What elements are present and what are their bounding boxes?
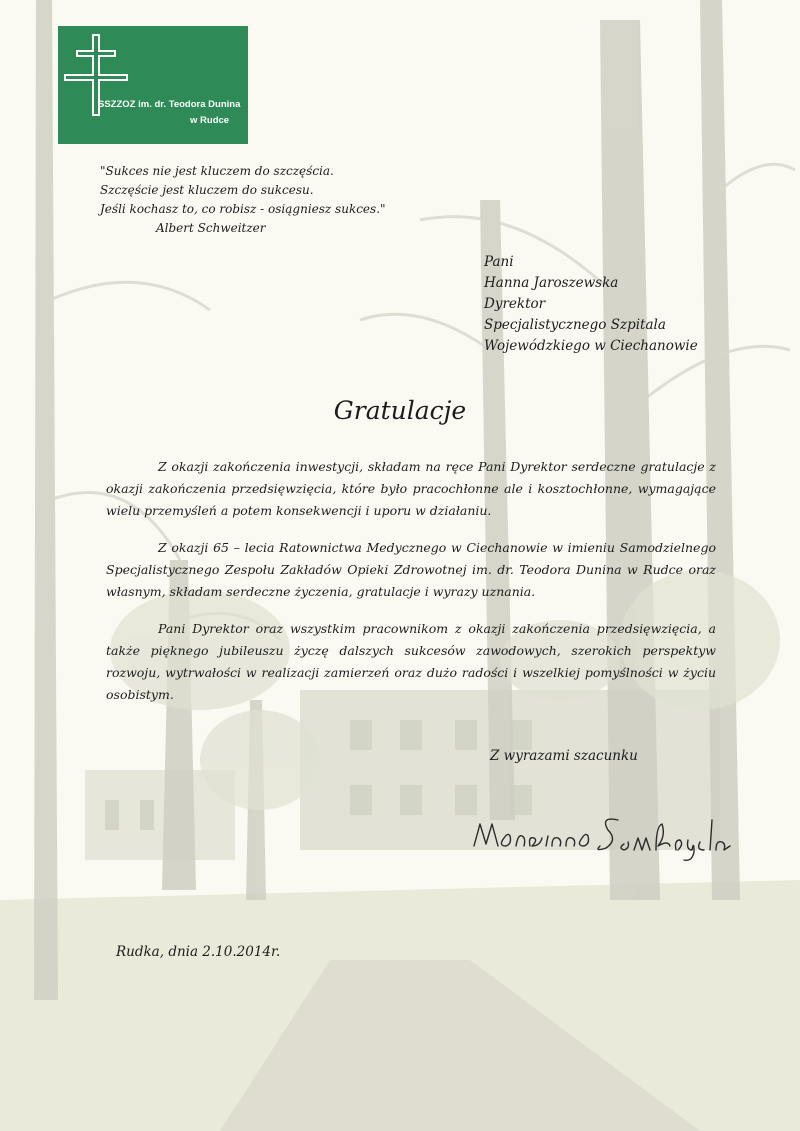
recipient-block bbox=[484, 252, 698, 357]
closing-phrase: Z wyrazami szacunku bbox=[490, 748, 638, 764]
handwritten-signature bbox=[468, 806, 748, 866]
letter-title: Gratulacje bbox=[333, 396, 467, 425]
logo-text bbox=[98, 97, 240, 129]
recipient-institution-line: Wojewódzkiego w Ciechanowie bbox=[484, 338, 698, 354]
motto-quote bbox=[100, 162, 386, 238]
logo-org-line2: w Rudce bbox=[190, 115, 230, 126]
logo-org-short: SSZZOZ bbox=[98, 99, 136, 110]
letter-paragraph: Z okazji zakończenia inwestycji, składam na ręce Pani Dyrektor serdeczne gratulacje z okazji zakończenia przedsięwzięcia, które było pracochłonne ale i kosztochłonne, wymagające wielu przemyśleń a potem konsekwencji i uporu w działaniu. bbox=[106, 459, 716, 518]
logo-org-line1: im. dr. Teodora Dunina bbox=[138, 99, 241, 110]
place-and-date: Rudka, dnia 2.10.2014r. bbox=[116, 944, 281, 960]
letter-paragraph: Z okazji 65 – lecia Ratownictwa Medycznego w Ciechanowie w imieniu Samodzielnego Specjalistycznego Zespołu Zakładów Opieki Zdrowotnej im. dr. Teodora Dunina w Rudce oraz własnym, składam serdeczne życzenia, gratulacje i wyrazy uznania. bbox=[106, 540, 716, 599]
quote-line: Jeśli kochasz to, co robisz - osiągniesz sukces." bbox=[100, 202, 386, 216]
letter-paragraph: Pani Dyrektor oraz wszystkim pracownikom z okazji zakończenia przedsięwzięcia, a także pięknego jubileuszu życzę dalszych sukcesów zawodowych, szerokich perspektyw rozwoju, wytrwałości w realizacji zamierzeń oraz dużo radości i wszelkiej pomyślności w życiu osobistym. bbox=[106, 621, 716, 702]
recipient-name: Hanna Jaroszewska bbox=[484, 275, 619, 291]
quote-line: Szczęście jest kluczem do sukcesu. bbox=[100, 183, 314, 197]
recipient-salutation: Pani bbox=[484, 254, 514, 270]
recipient-position: Dyrektor bbox=[484, 296, 546, 312]
recipient-institution-line: Specjalistycznego Szpitala bbox=[484, 317, 666, 333]
quote-line: "Sukces nie jest kluczem do szczęścia. bbox=[100, 164, 334, 178]
quote-author: Albert Schweitzer bbox=[156, 221, 266, 235]
